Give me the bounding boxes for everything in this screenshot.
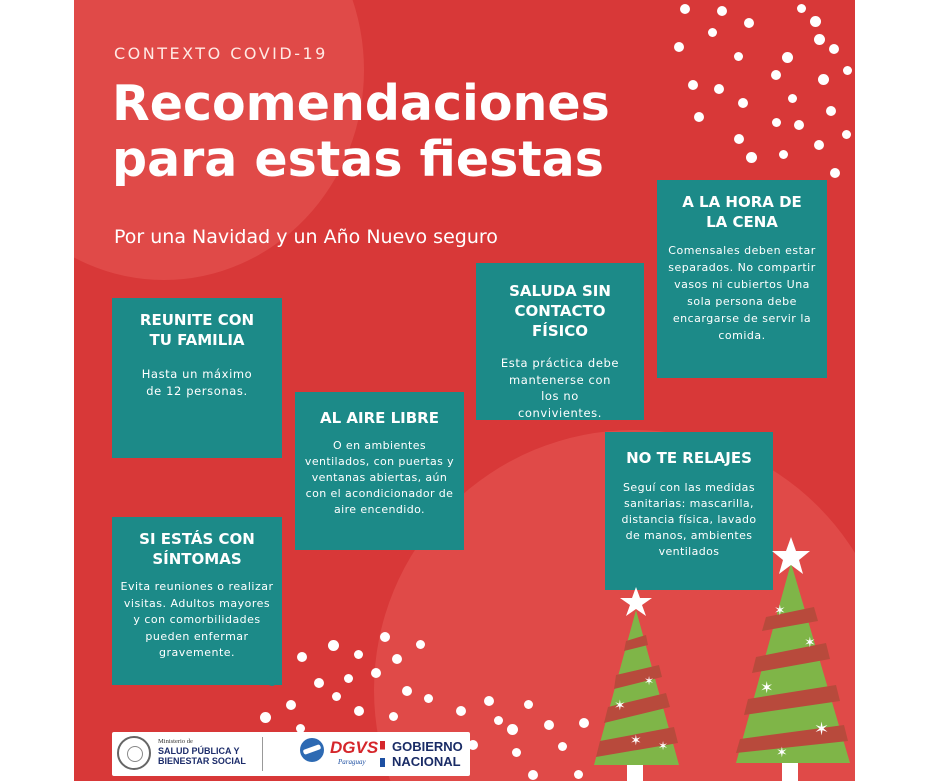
svg-text:✶: ✶ [760,678,774,697]
card-heading: SI ESTÁS CON SÍNTOMAS [139,530,255,568]
card-body: Seguí con las medidas sanitarias: mascarilla, distancia física, lavado de manos, ambientes ventilados [621,481,757,558]
card-aire-libre [295,392,464,550]
page-subtitle: Por una Navidad y un Año Nuevo seguro [114,226,498,248]
ministry-seal-icon [117,736,151,770]
card-saluda [476,263,644,420]
svg-text:✶: ✶ [658,739,669,753]
svg-text:✶: ✶ [614,698,626,714]
ministry-name: SALUD PÚBLICA Y BIENESTAR SOCIAL [158,746,246,766]
svg-text:✶: ✶ [630,733,642,749]
card-reunite [112,298,282,458]
card-heading: AL AIRE LIBRE [320,409,439,427]
card-body: Comensales deben estar separados. No compartir vasos ni cubiertos Una sola persona debe encargarse de servir la comida. [668,244,816,342]
svg-text:✶: ✶ [774,603,786,619]
card-body: Hasta un máximo de 12 personas. [141,367,253,398]
card-heading: A LA HORA DE LA CENA [682,193,802,231]
poster [74,0,855,781]
logo-divider [262,737,263,771]
card-heading: REUNITE CON TU FAMILIA [139,311,255,349]
card-body: O en ambientes ventilados, con puertas y ventanas abiertas, aún con el acondicionador de aire encendido. [304,439,455,516]
page-title: Recomendaciones para estas fiestas [112,75,610,188]
svg-text:✶: ✶ [814,719,830,740]
context-label: CONTEXTO COVID-19 [114,44,328,63]
dgvs-logo-subtext: Paraguay [338,758,366,766]
christmas-tree-right-icon [714,535,855,781]
dgvs-logo-text: DGVS [330,738,379,757]
svg-text:✶: ✶ [776,745,788,761]
paraguay-flag-icon [380,741,385,767]
card-heading: NO TE RELAJES [626,449,752,467]
dgvs-globe-icon [300,738,324,762]
svg-text:✶: ✶ [804,635,816,651]
logo-bar [112,732,470,776]
card-heading: SALUDA SIN CONTACTO FÍSICO [509,282,611,340]
card-body: Evita reuniones o realizar visitas. Adultos mayores y con comorbilidades pueden enfermar gravemente. [120,580,274,659]
card-cena [657,180,827,378]
christmas-tree-left-icon [574,585,704,781]
gobierno-nacional-logo: GOBIERNO NACIONAL [392,739,463,769]
svg-text:✶: ✶ [644,674,655,688]
ministry-small-label: Ministerio de [158,738,193,745]
card-body: Esta práctica debe mantenerse con los no convivientes. [500,356,620,420]
card-sintomas [112,517,282,685]
